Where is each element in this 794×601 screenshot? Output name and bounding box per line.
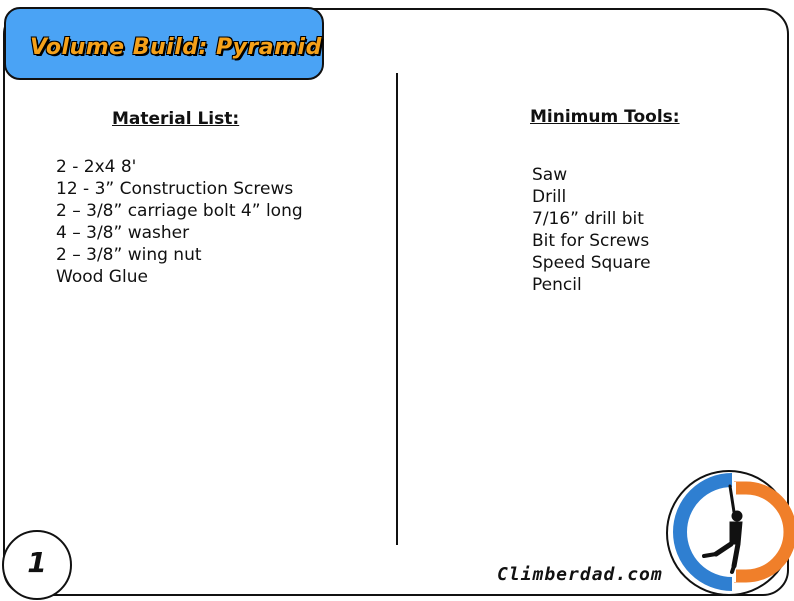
minimum-tools-heading: Minimum Tools:	[530, 107, 680, 127]
list-item: Saw	[532, 165, 568, 185]
list-item: Wood Glue	[56, 267, 148, 287]
list-item: 2 – 3/8” carriage bolt 4” long	[56, 201, 303, 221]
page-number-badge	[2, 530, 72, 600]
list-item: Speed Square	[532, 253, 651, 273]
list-item: 2 - 2x4 8'	[56, 157, 137, 177]
climberdad-logo-icon	[664, 468, 794, 598]
material-list-heading: Material List:	[112, 109, 240, 129]
column-divider	[396, 73, 398, 545]
list-item: 7/16” drill bit	[532, 209, 644, 229]
page-title: Volume Build: Pyramid	[30, 35, 322, 60]
material-list	[56, 156, 303, 288]
page-number: 1	[27, 546, 47, 579]
list-item: Bit for Screws	[532, 231, 650, 251]
list-item: Drill	[532, 187, 567, 207]
title-banner	[4, 7, 324, 80]
website-label: Climberdad.com	[497, 564, 663, 585]
list-item: 2 – 3/8” wing nut	[56, 245, 202, 265]
tools-list	[532, 164, 651, 296]
list-item: 4 – 3/8” washer	[56, 223, 190, 243]
list-item: Pencil	[532, 275, 582, 295]
list-item: 12 - 3” Construction Screws	[56, 179, 294, 199]
